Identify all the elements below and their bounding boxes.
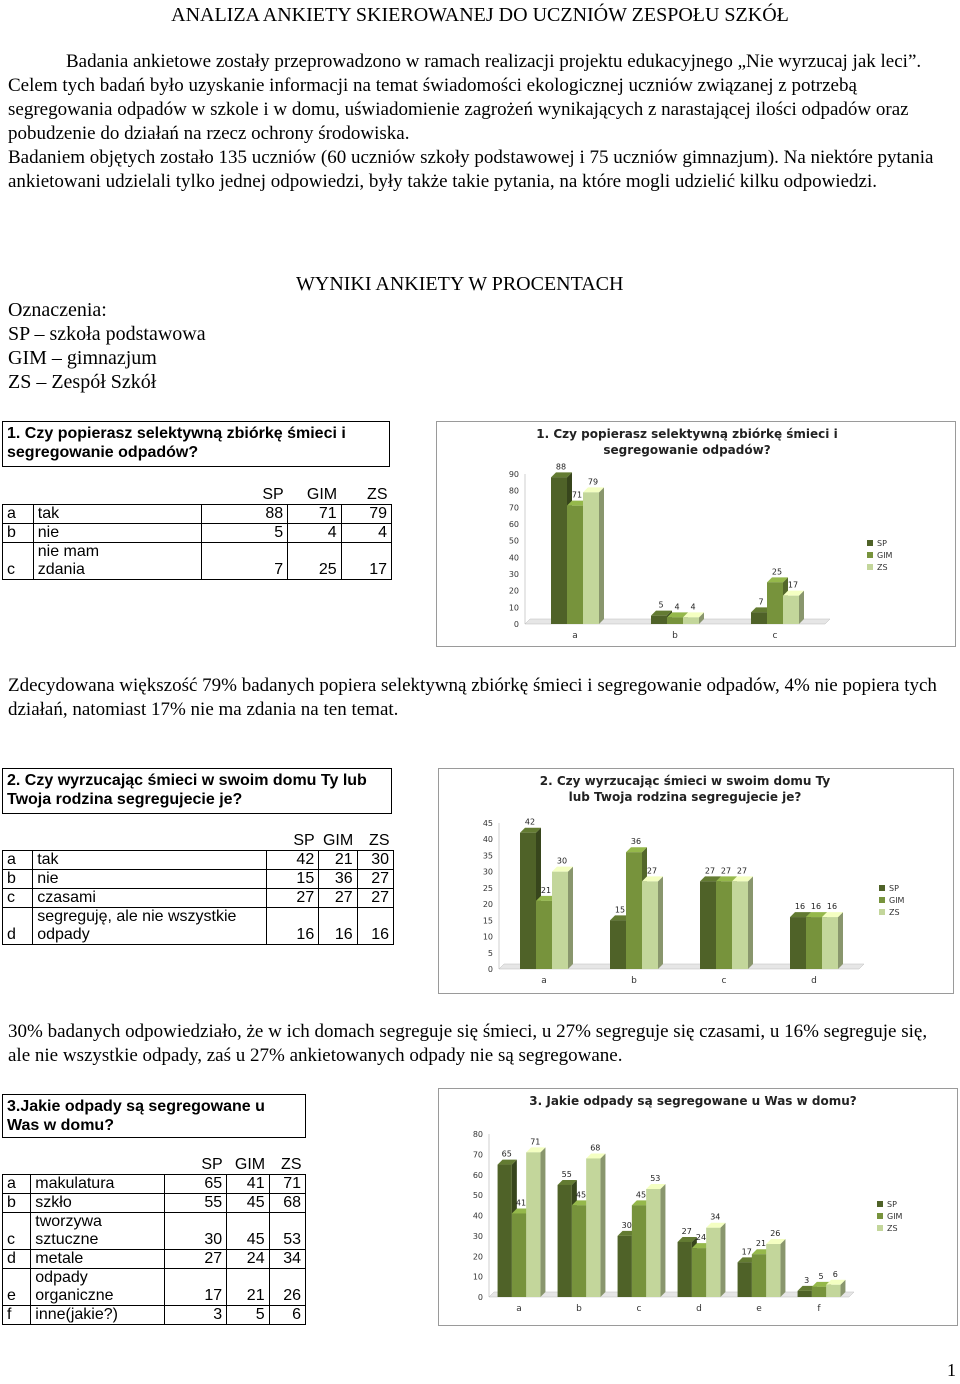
bar <box>683 617 699 624</box>
y-tick-label: 30 <box>508 570 519 579</box>
row-label-line-2: tak <box>37 505 60 522</box>
row-label <box>31 1269 164 1306</box>
value-sp: 5 <box>201 524 288 543</box>
data-label: 55 <box>561 1169 572 1179</box>
row-letter: b <box>3 1194 31 1213</box>
legend-label: SP <box>887 1200 897 1209</box>
row-label-line-2: metale <box>35 1250 84 1267</box>
value-sp: 17 <box>164 1269 227 1306</box>
table-row <box>3 889 394 908</box>
legend-label: ZS <box>889 908 900 917</box>
bar-side <box>780 1239 785 1297</box>
data-label: 71 <box>571 490 583 500</box>
table-row <box>3 1250 306 1269</box>
table-row <box>3 1194 306 1213</box>
x-tick-label: a <box>516 1304 522 1314</box>
bar <box>783 596 799 624</box>
bar <box>551 477 567 624</box>
x-tick-label: e <box>756 1304 762 1314</box>
legend-swatch <box>877 1213 883 1219</box>
question-3-box: 3.Jakie odpady są segregowane u Was w domu? <box>2 1094 306 1138</box>
question-2-table <box>2 832 394 945</box>
row-label-line-2: makulatura <box>35 1175 115 1192</box>
bar-side <box>799 591 804 624</box>
row-label-line-2: nie <box>37 524 60 541</box>
table-row <box>3 524 392 543</box>
row-letter: c <box>3 1213 31 1250</box>
data-label: 7 <box>758 597 764 607</box>
y-tick-label: 10 <box>482 932 493 942</box>
row-letter: d <box>3 908 33 945</box>
bar <box>812 1287 826 1297</box>
bar <box>498 1165 512 1297</box>
value-sp: 27 <box>164 1250 227 1269</box>
value-zs: 27 <box>357 870 393 889</box>
legend-label: GIM <box>877 551 893 560</box>
y-tick-label: 20 <box>508 586 519 596</box>
row-label <box>33 505 201 524</box>
row-letter: c <box>3 543 34 580</box>
legend-swatch <box>879 885 885 891</box>
y-tick-label: 40 <box>472 1211 483 1221</box>
data-label: 27 <box>646 866 658 876</box>
legend-swatch <box>879 897 885 903</box>
header-sp: SP <box>266 832 318 851</box>
header-sp: SP <box>201 486 288 505</box>
data-label: 21 <box>540 885 552 895</box>
row-letter: b <box>3 870 33 889</box>
data-label: 27 <box>736 866 748 876</box>
bar <box>558 1185 572 1297</box>
bar <box>646 1189 660 1297</box>
data-label: 68 <box>590 1143 601 1153</box>
data-label: 42 <box>524 817 536 827</box>
row-label-line-2: nie <box>37 870 59 887</box>
data-label: 79 <box>587 477 599 487</box>
table-row <box>3 851 394 870</box>
legend-swatch <box>877 1201 883 1207</box>
legend-swatch <box>867 564 873 570</box>
bar <box>667 617 683 624</box>
bar <box>552 872 568 969</box>
bar <box>632 1205 646 1297</box>
y-tick-label: 25 <box>482 883 493 893</box>
bar-side <box>540 1147 545 1297</box>
legend-block <box>8 298 206 394</box>
legend-label: SP <box>877 539 887 548</box>
data-label: 21 <box>755 1239 767 1249</box>
bar <box>751 612 767 624</box>
bar <box>752 1254 766 1297</box>
legend-swatch <box>877 1225 883 1231</box>
data-label: 17 <box>741 1247 752 1257</box>
value-gim: 41 <box>227 1175 269 1194</box>
y-tick-label: 10 <box>508 603 519 613</box>
y-tick-label: 40 <box>482 835 493 845</box>
table-row <box>3 1269 306 1306</box>
bar <box>790 917 806 969</box>
row-letter: a <box>3 505 34 524</box>
row-label <box>31 1306 164 1325</box>
y-tick-label: 0 <box>513 620 519 629</box>
question-2-box: 2. Czy wyrzucając śmieci w swoim domu Ty lub Twoja rodzina segregujecie je? <box>2 768 392 814</box>
bar <box>572 1205 586 1297</box>
y-tick-label: 20 <box>482 900 493 910</box>
bar <box>651 616 667 624</box>
bar <box>536 901 552 969</box>
legend-label: GIM <box>887 1212 903 1221</box>
row-label-line-2: szkło <box>35 1194 72 1211</box>
data-label: 71 <box>530 1137 541 1147</box>
x-tick-label: c <box>721 976 727 986</box>
value-zs: 16 <box>357 908 393 945</box>
y-tick-label: 10 <box>472 1272 483 1282</box>
bar <box>526 1152 540 1297</box>
value-sp: 3 <box>164 1306 227 1325</box>
value-zs: 53 <box>269 1213 305 1250</box>
y-tick-label: 60 <box>508 520 519 529</box>
data-label: 24 <box>695 1233 707 1243</box>
document-title: ANALIZA ANKIETY SKIEROWANEJ DO UCZNIÓW ZESPOŁU SZKÓŁ <box>171 4 789 26</box>
x-tick-label: c <box>636 1304 642 1314</box>
bar <box>798 1291 812 1297</box>
y-tick-label: 60 <box>472 1170 483 1180</box>
results-heading: WYNIKI ANKIETY W PROCENTACH <box>296 273 624 295</box>
value-gim: 21 <box>319 851 357 870</box>
row-label <box>31 1213 164 1250</box>
row-label <box>33 889 267 908</box>
x-tick-label: a <box>541 976 547 986</box>
data-label: 16 <box>826 902 838 912</box>
value-sp: 88 <box>201 505 288 524</box>
intro-paragraph-1: Badania ankietowe zostały przeprowadzono w ramach realizacji projektu edukacyjnego „Nie wyrzucaj jak leci”. <box>66 51 922 72</box>
value-gim: 25 <box>288 543 341 580</box>
intro-paragraph-3: Badaniem objętych zostało 135 uczniów (60 uczniów szkoły podstawowej i 75 uczniów gimnazjum). Na niektóre pytania ankietowani udzielali tylko jednej odpowiedzi, były także takie pytania, na które mogli udzielić kilku odpowiedzi. <box>8 147 934 192</box>
bar <box>826 1285 840 1297</box>
bar <box>520 833 536 969</box>
row-label-line-2: inne(jakie?) <box>35 1306 118 1323</box>
question-2-chart <box>438 768 954 994</box>
chart-title: 2. Czy wyrzucając śmieci w swoim domu Ty <box>539 774 831 788</box>
data-label: 6 <box>832 1269 838 1279</box>
bar <box>626 852 642 969</box>
legend-zs: ZS – Zespół Szkół <box>8 371 157 393</box>
y-tick-label: 5 <box>487 948 493 958</box>
data-label: 16 <box>794 902 806 912</box>
chart-title: segregowanie odpadów? <box>603 443 771 457</box>
header-zs: ZS <box>269 1156 305 1175</box>
value-zs: 30 <box>357 851 393 870</box>
x-tick-label: b <box>576 1304 582 1314</box>
row-letter: d <box>3 1250 31 1269</box>
data-label: 30 <box>556 856 568 866</box>
y-tick-label: 0 <box>487 965 493 974</box>
legend-swatch <box>879 909 885 915</box>
data-label: 5 <box>658 600 664 610</box>
question-1-chart <box>436 421 956 647</box>
bar <box>678 1242 692 1297</box>
table-row <box>3 1175 306 1194</box>
row-letter: b <box>3 524 34 543</box>
value-gim: 16 <box>319 908 357 945</box>
header-gim: GIM <box>227 1156 269 1175</box>
value-zs: 17 <box>341 543 391 580</box>
row-letter: c <box>3 889 33 908</box>
x-tick-label: c <box>772 631 778 641</box>
y-tick-label: 80 <box>508 486 519 496</box>
legend-swatch <box>867 540 873 546</box>
y-tick-label: 50 <box>472 1191 483 1201</box>
header-zs: ZS <box>357 832 393 851</box>
bar-side <box>838 912 843 969</box>
y-tick-label: 70 <box>508 503 519 513</box>
data-label: 26 <box>770 1229 781 1239</box>
data-label: 27 <box>720 866 732 876</box>
data-label: 25 <box>771 567 783 577</box>
row-label-line-1: odpady <box>35 1269 88 1286</box>
data-label: 34 <box>710 1212 721 1222</box>
y-tick-label: 20 <box>472 1252 483 1262</box>
chart-title: lub Twoja rodzina segregujecie je? <box>568 790 802 804</box>
value-sp: 65 <box>164 1175 227 1194</box>
row-label <box>33 543 201 580</box>
bar <box>618 1236 632 1297</box>
value-gim: 45 <box>227 1194 269 1213</box>
data-label: 17 <box>787 580 799 590</box>
bar <box>583 492 599 624</box>
bar-side <box>568 867 573 969</box>
question-1-table <box>2 486 392 580</box>
bar-side <box>748 876 753 969</box>
bar <box>766 1244 780 1297</box>
bar-side <box>660 1184 665 1297</box>
data-label: 53 <box>650 1174 661 1184</box>
data-label: 15 <box>614 905 626 915</box>
legend-label: ZS <box>887 1224 898 1233</box>
value-zs: 34 <box>269 1250 305 1269</box>
value-sp: 27 <box>266 889 318 908</box>
table-row <box>3 870 394 889</box>
bar <box>586 1158 600 1297</box>
bar <box>806 917 822 969</box>
bar <box>822 917 838 969</box>
value-gim: 4 <box>288 524 341 543</box>
x-tick-label: d <box>696 1304 702 1314</box>
bar <box>706 1228 720 1297</box>
chart-svg <box>437 422 955 646</box>
chart-title: 3. Jakie odpady są segregowane u Was w domu? <box>529 1094 857 1108</box>
value-sp: 15 <box>266 870 318 889</box>
intro-text <box>8 50 948 194</box>
value-zs: 71 <box>269 1175 305 1194</box>
table-row <box>3 1306 306 1325</box>
chart-svg <box>439 1089 957 1325</box>
value-sp: 16 <box>266 908 318 945</box>
value-sp: 55 <box>164 1194 227 1213</box>
row-label <box>33 870 267 889</box>
row-label <box>33 851 267 870</box>
row-label <box>31 1250 164 1269</box>
value-zs: 68 <box>269 1194 305 1213</box>
question-2-summary: 30% badanych odpowiedziało, że w ich domach segreguje się śmieci, u 27% segreguje się czasami, u 16% segreguje się, ale nie wszystkie odpady, zaś u 27% ankietowanych odpady nie są segregowane. <box>8 1021 928 1066</box>
row-label <box>33 908 267 945</box>
row-label-line-1: nie mam <box>37 543 100 560</box>
bar <box>692 1248 706 1297</box>
data-label: 3 <box>804 1275 810 1285</box>
chart-svg <box>439 769 953 993</box>
data-label: 88 <box>555 462 567 472</box>
data-label: 30 <box>621 1220 632 1230</box>
x-tick-label: d <box>811 976 817 986</box>
value-gim: 45 <box>227 1213 269 1250</box>
row-label <box>31 1175 164 1194</box>
bar <box>610 920 626 969</box>
value-gim: 24 <box>227 1250 269 1269</box>
data-label: 4 <box>674 602 680 612</box>
bar <box>738 1262 752 1297</box>
legend-swatch <box>867 552 873 558</box>
header-gim: GIM <box>288 486 341 505</box>
y-tick-label: 35 <box>482 851 493 861</box>
y-tick-label: 80 <box>472 1130 483 1139</box>
bar-side <box>658 876 663 969</box>
data-label: 4 <box>690 602 696 612</box>
value-gim: 71 <box>288 505 341 524</box>
legend-label: SP <box>889 884 899 893</box>
row-label <box>31 1194 164 1213</box>
bar-side <box>600 1153 605 1297</box>
value-gim: 36 <box>319 870 357 889</box>
table-row <box>3 908 394 945</box>
header-sp: SP <box>164 1156 227 1175</box>
data-label: 36 <box>630 837 642 847</box>
row-letter: e <box>3 1269 31 1306</box>
bar <box>567 506 583 624</box>
row-letter: a <box>3 851 33 870</box>
question-1-summary: Zdecydowana większość 79% badanych popiera selektywną zbiórkę śmieci i segregowanie odpadów, 4% nie popiera tych działań, natomiast 17% nie ma zdania na ten temat. <box>8 675 937 720</box>
chart-title: 1. Czy popierasz selektywną zbiórkę śmieci i <box>536 427 838 441</box>
value-zs: 79 <box>341 505 391 524</box>
table-row <box>3 543 392 580</box>
bar-side <box>720 1223 725 1297</box>
bar <box>732 881 748 969</box>
value-zs: 27 <box>357 889 393 908</box>
y-tick-label: 70 <box>472 1150 483 1160</box>
data-label: 27 <box>681 1226 692 1236</box>
y-tick-label: 50 <box>508 536 519 546</box>
row-label-line-1: segreguję, ale nie wszystkie <box>37 908 237 925</box>
row-label <box>33 524 201 543</box>
value-sp: 30 <box>164 1213 227 1250</box>
value-zs: 26 <box>269 1269 305 1306</box>
row-label-line-2: tak <box>37 851 59 868</box>
legend-label: ZS <box>877 563 888 572</box>
y-tick-label: 45 <box>482 819 493 828</box>
row-label-line-2: sztuczne <box>35 1231 99 1248</box>
row-label-line-2: odpady <box>37 926 90 943</box>
value-zs: 4 <box>341 524 391 543</box>
x-tick-label: b <box>631 976 637 986</box>
legend-sp: SP – szkoła podstawowa <box>8 323 206 345</box>
y-tick-label: 90 <box>508 470 519 479</box>
y-tick-label: 15 <box>482 916 493 926</box>
value-sp: 42 <box>266 851 318 870</box>
question-3-chart <box>438 1088 958 1326</box>
row-letter: a <box>3 1175 31 1194</box>
value-gim: 27 <box>319 889 357 908</box>
table-row <box>3 1213 306 1250</box>
question-3-table <box>2 1156 306 1325</box>
legend-label: GIM <box>889 896 905 905</box>
row-letter: f <box>3 1306 31 1325</box>
page-number: 1 <box>947 1360 956 1380</box>
value-gim: 21 <box>227 1269 269 1306</box>
y-tick-label: 0 <box>477 1293 483 1302</box>
bar <box>767 582 783 624</box>
data-label: 41 <box>515 1198 527 1208</box>
data-label: 5 <box>818 1271 824 1281</box>
y-tick-label: 30 <box>472 1231 483 1241</box>
row-label-line-2: czasami <box>37 889 96 906</box>
bar-side <box>599 487 604 624</box>
x-tick-label: b <box>672 631 678 641</box>
intro-paragraph-2: Celem tych badań było uzyskanie informacji na temat świadomości ekologicznej uczniów związanej z potrzebą segregowania odpadów w szkole i w domu, uświadomienie zagrożeń wynikających z narastającej ilości odpadów oraz pobudzenie do działań na rzecz ochrony środowiska. <box>8 75 909 144</box>
y-tick-label: 30 <box>482 867 493 877</box>
row-label-line-2: organiczne <box>35 1287 114 1304</box>
header-zs: ZS <box>341 486 391 505</box>
bar <box>512 1213 526 1297</box>
bar <box>642 881 658 969</box>
row-label-line-2: zdania <box>37 561 85 578</box>
legend-gim: GIM – gimnazjum <box>8 347 157 369</box>
value-zs: 6 <box>269 1306 305 1325</box>
data-label: 45 <box>575 1190 587 1200</box>
legend-title: Oznaczenia: <box>8 299 107 321</box>
x-tick-label: a <box>572 631 578 641</box>
row-label-line-1: tworzywa <box>35 1213 102 1230</box>
header-gim: GIM <box>319 832 357 851</box>
data-label: 27 <box>704 866 716 876</box>
value-sp: 7 <box>201 543 288 580</box>
bar <box>716 881 732 969</box>
value-gim: 5 <box>227 1306 269 1325</box>
data-label: 16 <box>810 902 822 912</box>
x-tick-label: f <box>817 1304 821 1314</box>
question-1-box: 1. Czy popierasz selektywną zbiórkę śmieci i segregowanie odpadów? <box>2 421 390 467</box>
bar <box>700 881 716 969</box>
data-label: 65 <box>501 1149 512 1159</box>
y-tick-label: 40 <box>508 553 519 563</box>
table-row <box>3 505 392 524</box>
data-label: 45 <box>635 1190 647 1200</box>
